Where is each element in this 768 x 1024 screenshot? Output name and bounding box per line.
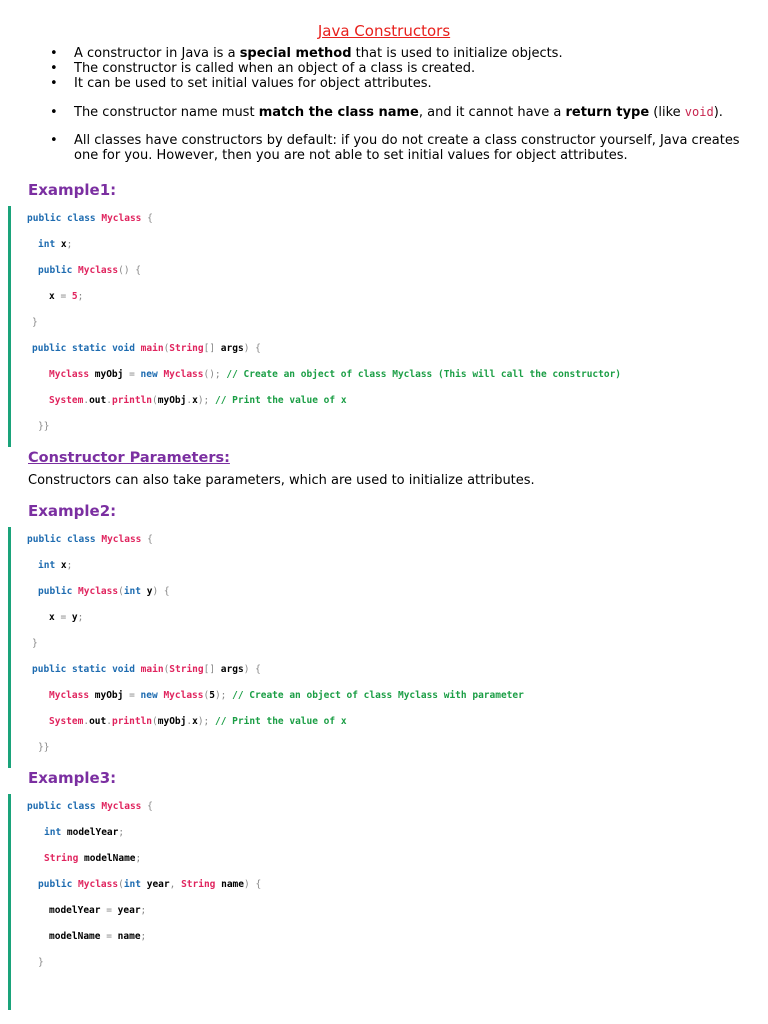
code-line: modelName = name; (49, 931, 147, 942)
page-title: Java Constructors (317, 22, 451, 40)
constructor-parameters-heading: Constructor Parameters: (28, 450, 230, 466)
code-line: x = y; (49, 612, 84, 623)
code-line: } (38, 957, 44, 968)
code-line: }} (38, 421, 50, 432)
code-line: modelYear = year; (49, 905, 147, 916)
example2-heading: Example2: (28, 502, 117, 520)
code-line: public class Myclass { (27, 801, 153, 812)
example1-code-block (8, 206, 751, 447)
example3-heading: Example3: (28, 769, 117, 787)
code-line: System.out.println(myObj.x); // Print the value of x (49, 716, 347, 727)
code-line: public Myclass(int y) { (38, 586, 170, 597)
code-line: public static void main(String[] args) { (32, 343, 261, 354)
bullet-item: • A constructor in Java is a special method that is used to initialize objects. (50, 46, 740, 61)
code-line: }} (38, 742, 50, 753)
code-line: public Myclass(int year, String name) { (38, 879, 262, 890)
bullet-item: • The constructor is called when an object of a class is created. (50, 61, 740, 76)
code-line: } (32, 317, 38, 328)
bullet-item: • It can be used to set initial values for object attributes. (50, 76, 740, 91)
code-line: int x; (38, 560, 73, 571)
code-line: } (32, 638, 38, 649)
constructor-parameters-text: Constructors can also take parameters, which are used to initialize attributes. (28, 473, 535, 488)
code-line: Myclass myObj = new Myclass(5); // Create an object of class Myclass with parameter (49, 690, 524, 701)
code-line: String modelName; (44, 853, 142, 864)
code-line: int x; (38, 239, 73, 250)
code-line: public class Myclass { (27, 213, 153, 224)
code-line: public class Myclass { (27, 534, 153, 545)
code-line: public static void main(String[] args) { (32, 664, 261, 675)
bullet-item: • The constructor name must match the class name, and it cannot have a return type (like void). (50, 105, 740, 120)
code-line: x = 5; (49, 291, 84, 302)
code-line: System.out.println(myObj.x); // Print the value of x (49, 395, 347, 406)
code-line: Myclass myObj = new Myclass(); // Create an object of class Myclass (This will call the constructor) (49, 369, 622, 380)
example1-heading: Example1: (28, 181, 117, 199)
code-line: int modelYear; (44, 827, 125, 838)
code-line: public Myclass() { (38, 265, 141, 276)
intro-bullet-list (50, 46, 740, 163)
bullet-item: • All classes have constructors by default: if you do not create a class constructor yourself, Java creates one for you. However, then you are not able to set initial values for object attributes. (50, 133, 740, 163)
example3-code-block (8, 794, 751, 1010)
example2-code-block (8, 527, 751, 768)
